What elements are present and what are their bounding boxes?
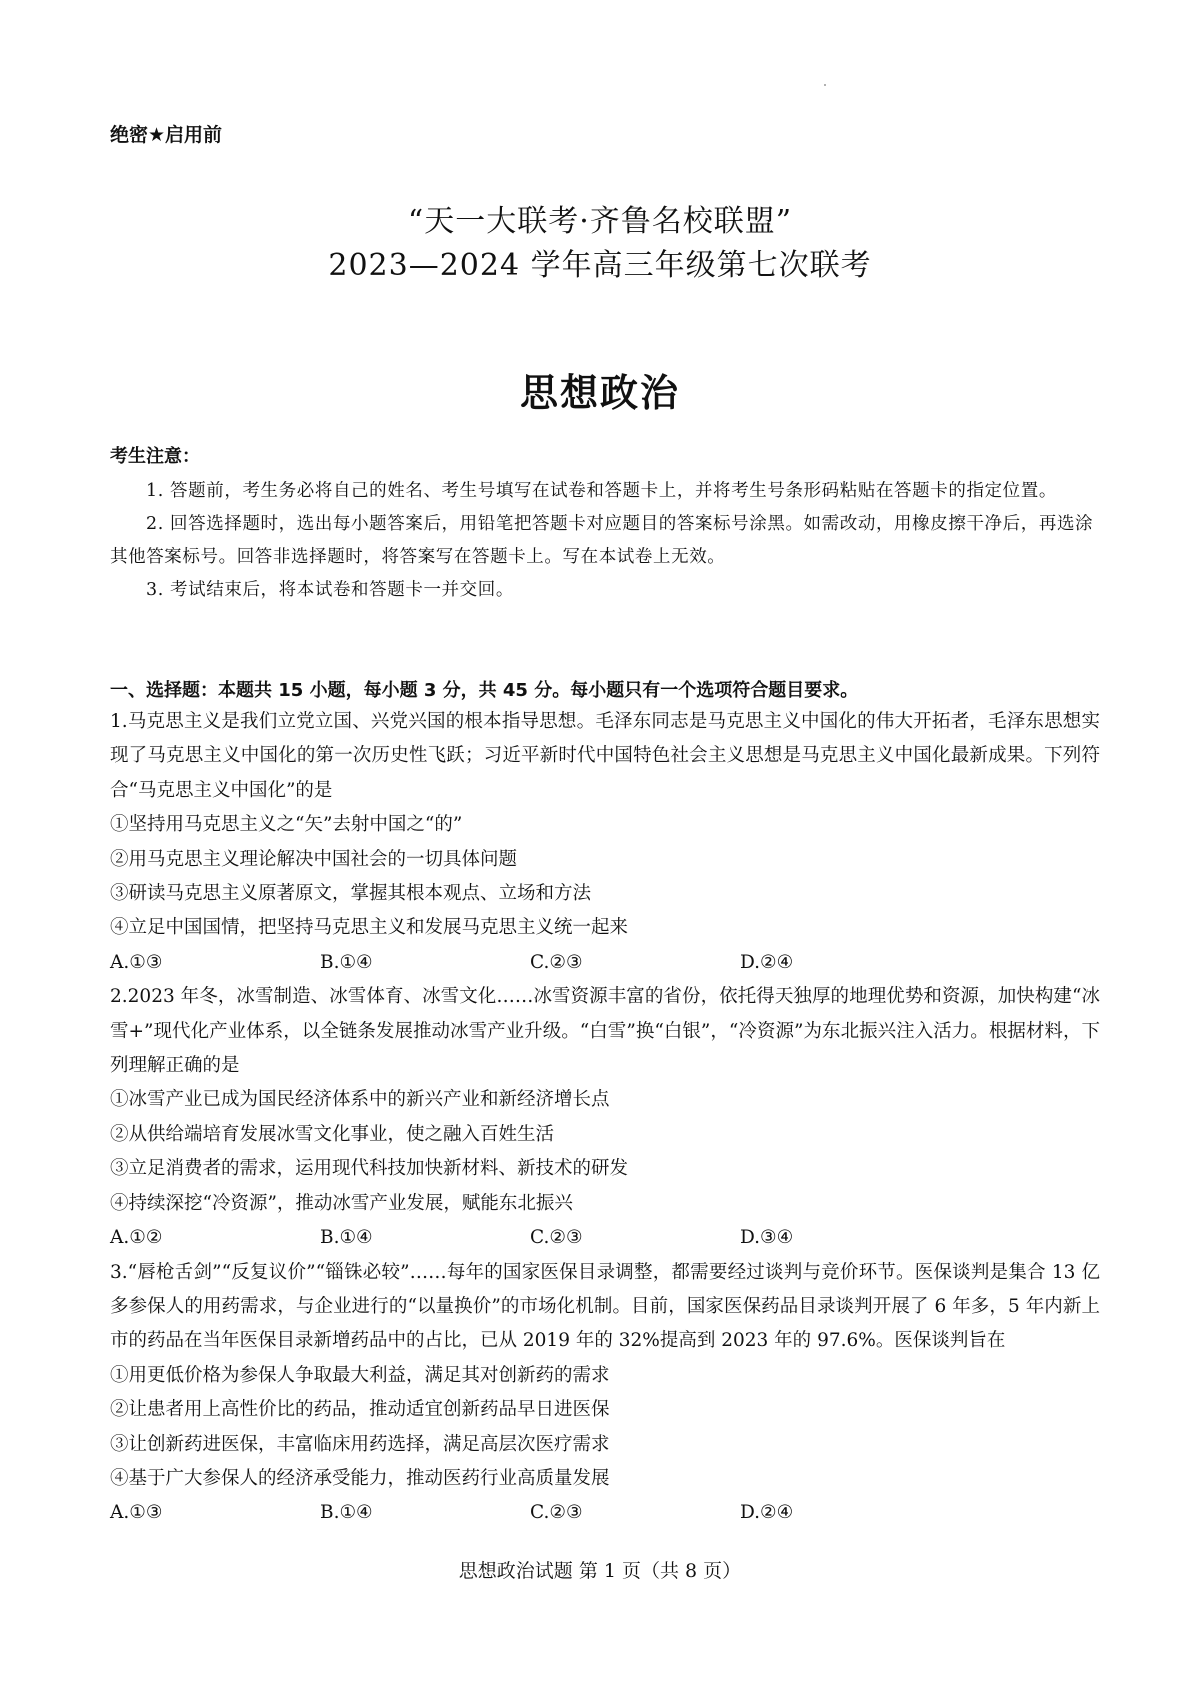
choice-c: C.②③ bbox=[530, 1227, 583, 1249]
secret-label: 绝密★启用前 bbox=[110, 124, 223, 146]
section-heading: 一、选择题：本题共 15 小题，每小题 3 分，共 45 分。每小题只有一个选项符合题目要求。 bbox=[110, 680, 859, 701]
question-stem: 1.马克思主义是我们立党立国、兴党兴国的根本指导思想。毛泽东同志是马克思主义中国化的伟大开拓者，毛泽东思想实现了马克思主义中国化的第一次历史性飞跃；习近平新时代中国特色社会主义思想是马克思主义中国化最新成果。下列符合“马克思主义中国化”的是 bbox=[110, 711, 1100, 801]
question-list bbox=[110, 705, 1100, 1531]
scan-speck bbox=[824, 84, 826, 86]
notice-item-1: 1. 答题前，考生务必将自己的姓名、考生号填写在试卷和答题卡上，并将考生号条形码粘贴在答题卡的指定位置。 bbox=[146, 481, 1057, 501]
question-option: ②让患者用上高性价比的药品，推动适宜创新药品早日进医保 bbox=[110, 1399, 610, 1421]
choice-a: A.①② bbox=[110, 1227, 163, 1249]
notice-item-2: 2. 回答选择题时，选出每小题答案后，用铅笔把答题卡对应题目的答案标号涂黑。如需改动，用橡皮擦干净后，再选涂其他答案标号。回答非选择题时，将答案写在答题卡上。写在本试卷上无效。 bbox=[110, 514, 1094, 567]
question-option: ④持续深挖“冷资源”，推动冰雪产业发展，赋能东北振兴 bbox=[110, 1192, 573, 1214]
question-option: ③立足消费者的需求，运用现代科技加快新材料、新技术的研发 bbox=[110, 1158, 629, 1180]
choice-a: A.①③ bbox=[110, 951, 163, 973]
page-footer: 思想政治试题 第 1 页（共 8 页） bbox=[458, 1560, 742, 1582]
answer-choices bbox=[110, 1221, 1100, 1255]
question-option: ①坚持用马克思主义之“矢”去射中国之“的” bbox=[110, 814, 463, 836]
subject-title: 思想政治 bbox=[519, 371, 680, 415]
question-option: ②从供给端培育发展冰雪文化事业，使之融入百姓生活 bbox=[110, 1123, 555, 1145]
question-option: ③研读马克思主义原著原文，掌握其根本观点、立场和方法 bbox=[110, 883, 592, 905]
choice-b: B.①④ bbox=[320, 951, 373, 973]
choice-b: B.①④ bbox=[320, 1502, 373, 1524]
question-1 bbox=[110, 705, 1100, 980]
question-option: ④基于广大参保人的经济承受能力，推动医药行业高质量发展 bbox=[110, 1467, 610, 1489]
choice-b: B.①④ bbox=[320, 1227, 373, 1249]
choice-d: D.②④ bbox=[740, 1502, 794, 1524]
question-option: ①冰雪产业已成为国民经济体系中的新兴产业和新经济增长点 bbox=[110, 1089, 610, 1111]
exam-title-line2: 2023—2024 学年高三年级第七次联考 bbox=[328, 248, 872, 283]
question-option: ④立足中国国情，把坚持马克思主义和发展马克思主义统一起来 bbox=[110, 917, 629, 939]
question-3 bbox=[110, 1256, 1100, 1531]
notice-item-3: 3. 考试结束后，将本试卷和答题卡一并交回。 bbox=[146, 580, 514, 600]
choice-d: D.②④ bbox=[740, 951, 794, 973]
answer-choices bbox=[110, 1496, 1100, 1530]
choice-c: C.②③ bbox=[530, 951, 583, 973]
question-option: ②用马克思主义理论解决中国社会的一切具体问题 bbox=[110, 848, 518, 870]
choice-a: A.①③ bbox=[110, 1502, 163, 1524]
question-option: ①用更低价格为参保人争取最大利益，满足其对创新药的需求 bbox=[110, 1364, 610, 1386]
notice-list bbox=[110, 475, 1100, 607]
question-stem: 3.“唇枪舌剑”“反复议价”“锱铢必较”……每年的国家医保目录调整，都需要经过谈判与竞价环节。医保谈判是集合 13 亿多参保人的用药需求，与企业进行的“以量换价”的市场化机制。目前，国家医保药品目录谈判开展了 6 年多，5 年内新上市的药品在当年医保目录新增药品中的占比，已从 2019 年的 32%提高到 2023 年的 97.6%。医保谈判旨在 bbox=[110, 1261, 1100, 1352]
notice-heading: 考生注意： bbox=[110, 446, 200, 467]
exam-title-line1: “天一大联考·齐鲁名校联盟” bbox=[407, 204, 793, 239]
answer-choices bbox=[110, 946, 1100, 980]
choice-c: C.②③ bbox=[530, 1502, 583, 1524]
question-option: ③让创新药进医保，丰富临床用药选择，满足高层次医疗需求 bbox=[110, 1433, 610, 1455]
question-2 bbox=[110, 980, 1100, 1255]
question-stem: 2.2023 年冬，冰雪制造、冰雪体育、冰雪文化……冰雪资源丰富的省份，依托得天独厚的地理优势和资源，加快构建“冰雪+”现代化产业体系，以全链条发展推动冰雪产业升级。“白雪”换“白银”，“冷资源”为东北振兴注入活力。根据材料，下列理解正确的是 bbox=[110, 986, 1100, 1077]
choice-d: D.③④ bbox=[740, 1227, 794, 1249]
